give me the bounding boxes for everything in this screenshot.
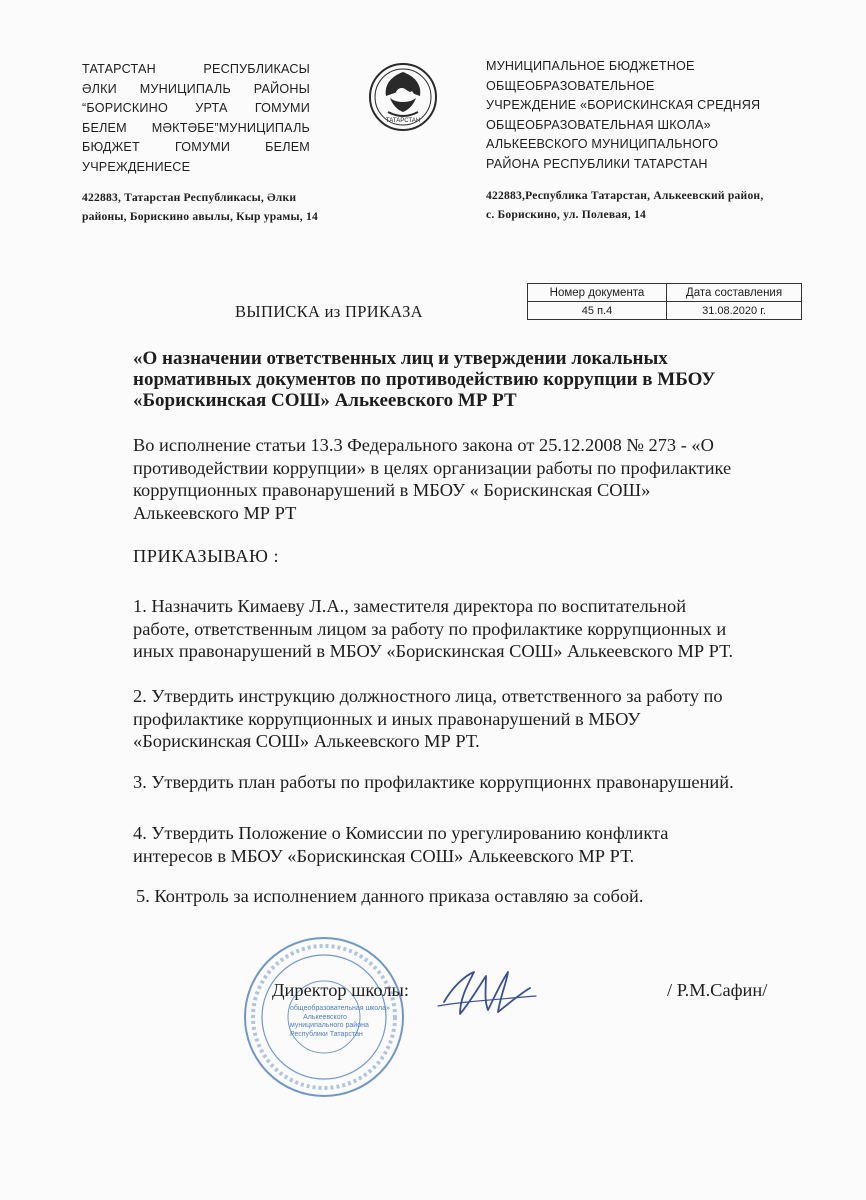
stamp-line: Алькеевского [303, 1013, 347, 1021]
document-info-table [527, 283, 802, 320]
paragraph-line: противодействии коррупции» в целях организации работы по профилактике [133, 457, 732, 478]
order-item-3 [133, 771, 833, 794]
doc-number-value: 45 п.4 [528, 302, 667, 320]
paragraph-line: Алькеевского МР РТ [133, 502, 297, 523]
header-right-line: ОБЩЕОБРАЗОВАТЕЛЬНАЯ ШКОЛА» [486, 117, 711, 132]
paragraph-line: работе, ответственным лицом за работу по профилактике коррупционных и [133, 618, 727, 639]
stamp-line: муниципального района [290, 1022, 369, 1029]
signatory-title: Директор школы: [272, 980, 409, 1000]
emblem-label: ТАТАРСТАН [385, 118, 421, 124]
address-line: районы, Борискино авылы, Кыр урамы, 14 [82, 210, 318, 223]
paragraph-line: профилактике коррупционных и иных правонарушений в МБОУ [133, 708, 641, 729]
paragraph-line: Во исполнение статьи 13.3 Федерального закона от 25.12.2008 № 273 - «О [133, 435, 714, 455]
address-line: 422883, Татарстан Республикасы, Әлки [82, 191, 297, 204]
order-item-1 [133, 595, 833, 663]
order-item-5 [136, 885, 836, 908]
paragraph-line: коррупционных правонарушений в МБОУ « Борискинская СОШ» [133, 480, 651, 500]
header-left-line: “БОРИСКИНО УРТА ГОМУМИ [82, 101, 310, 115]
stamp-text [290, 1005, 390, 1039]
order-item-2 [133, 685, 833, 753]
header-left-line: ӘЛКИ МУНИЦИПАЛЬ РАЙОНЫ [82, 81, 310, 96]
header-left-line: ТАТАРСТАН РЕСПУБЛИКАСЫ [82, 62, 310, 76]
table-header-doc-number: Номер документа [528, 284, 667, 302]
order-item-4 [133, 822, 833, 867]
header-left-line: УЧРЕЖДЕНИЕСЕ [82, 159, 191, 174]
subject-line: нормативных документов по противодействию коррупции в МБОУ [133, 369, 716, 390]
subject-line: «О назначении ответственных лиц и утверждении локальных [133, 348, 668, 369]
order-basis-paragraph [133, 434, 833, 524]
paragraph-line: иных правонарушений в МБОУ «Борискинская СОШ» Алькеевского МР РТ. [133, 641, 734, 661]
header-right-line: ОБЩЕОБРАЗОВАТЕЛЬНОЕ [486, 78, 655, 93]
header-left-line: БЕЛЕМ МӘКТӘБЕ”МУНИЦИПАЛЬ [82, 120, 310, 135]
paragraph-line: 5. Контроль за исполнением данного приказа оставляю за собой. [136, 886, 644, 906]
header-left-address [82, 188, 318, 226]
coat-of-arms-emblem-icon [368, 62, 438, 132]
order-subject [133, 348, 813, 411]
stamp-line: общеобразовательная школа» [290, 1005, 390, 1012]
signatory-name: / Р.М.Сафин/ [667, 980, 768, 1000]
header-right-line: РАЙОНА РЕСПУБЛИКИ ТАТАРСТАН [486, 156, 708, 171]
paragraph-line: 4. Утвердить Положение о Комиссии по урегулированию конфликта [133, 823, 669, 843]
paragraph-line: 1. Назначить Кимаеву Л.А., заместителя директора по воспитательной [133, 596, 687, 616]
address-line: с. Борискино, ул. Полевая, 14 [486, 208, 646, 221]
order-word: ПРИКАЗЫВАЮ : [133, 546, 280, 566]
address-line: 422883,Республика Татарстан, Алькеевский район, [486, 189, 764, 202]
doc-date-value: 31.08.2020 г. [667, 302, 802, 320]
table-header-date: Дата составления [667, 284, 802, 302]
table-row [528, 302, 802, 320]
paragraph-line: «Борискинская СОШ» Алькеевского МР РТ. [133, 731, 480, 751]
paragraph-line: 3. Утвердить план работы по профилактике коррупционнх правонарушений. [133, 772, 734, 792]
stamp-line: Республики Татарстан [290, 1030, 363, 1038]
paragraph-line: интересов в МБОУ «Борискинская СОШ» Алькеевского МР РТ. [133, 845, 635, 866]
header-right-address [486, 186, 806, 224]
document-title: ВЫПИСКА из ПРИКАЗА [235, 302, 423, 321]
header-left-tatar [82, 60, 318, 226]
handwritten-signature-icon [430, 958, 540, 1030]
header-right-line: УЧРЕЖДЕНИЕ «БОРИСКИНСКАЯ СРЕДНЯЯ [486, 98, 761, 112]
header-right-line: МУНИЦИПАЛЬНОЕ БЮДЖЕТНОЕ [486, 59, 695, 73]
header-left-line: БЮДЖЕТ ГОМУМИ БЕЛЕМ [82, 140, 310, 154]
header-right-line: АЛЬКЕЕВСКОГО МУНИЦИПАЛЬНОГО [486, 137, 719, 151]
table-header-row [528, 284, 802, 302]
subject-line: «Борискинская СОШ» Алькеевского МР РТ [133, 390, 517, 411]
header-right-russian [486, 57, 806, 224]
paragraph-line: 2. Утвердить инструкцию должностного лица, ответственного за работу по [133, 686, 723, 706]
